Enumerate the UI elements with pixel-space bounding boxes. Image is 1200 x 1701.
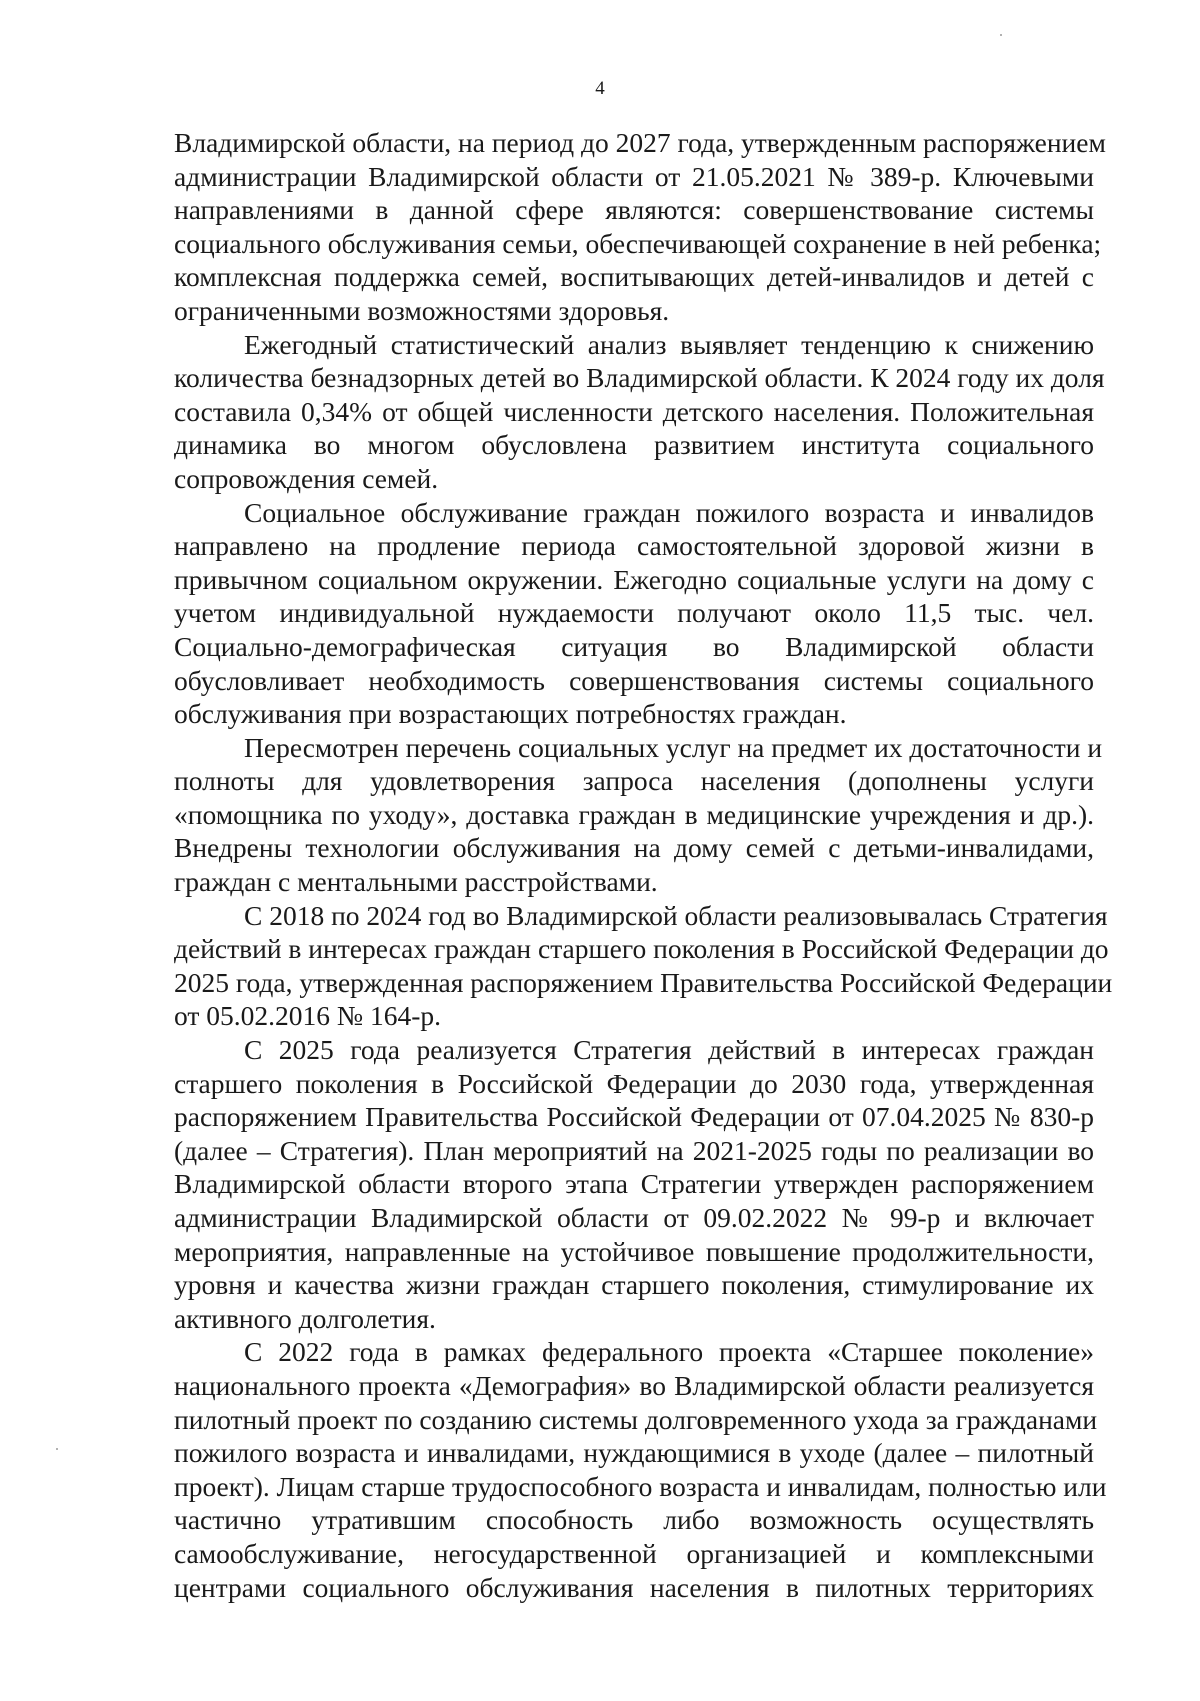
- text-line: активного долголетия.: [174, 1302, 436, 1334]
- text-line: комплексная поддержка семей, воспитывающих детей-инвалидов и детей с: [174, 261, 1094, 293]
- text-line: распоряжением Правительства Российской Федерации от 07.04.2025 № 830-р: [174, 1101, 1094, 1133]
- text-line: проект). Лицам старше трудоспособного возраста и инвалидам, полностью или: [174, 1470, 1107, 1502]
- text-line: С 2022 года в рамках федерального проекта «Старшее поколение»: [244, 1336, 1094, 1368]
- text-line: Социальное обслуживание граждан пожилого возраста и инвалидов: [244, 496, 1094, 528]
- text-line: Внедрены технологии обслуживания на дому семей с детьми-инвалидами,: [174, 832, 1094, 864]
- text-line: сопровождения семей.: [174, 462, 439, 494]
- paragraph: [174, 899, 1113, 1033]
- text-line: граждан с ментальными расстройствами.: [174, 866, 658, 898]
- scan-speck: [56, 1448, 58, 1450]
- paragraph: [174, 731, 1103, 899]
- text-line: центрами социального обслуживания населения в пилотных территориях: [174, 1571, 1094, 1603]
- text-line: Пересмотрен перечень социальных услуг на предмет их достаточности и: [244, 731, 1103, 763]
- text-line: от 05.02.2016 № 164-р.: [174, 1000, 442, 1032]
- text-line: учетом индивидуальной нуждаемости получают около 11,5 тыс. чел.: [174, 597, 1094, 629]
- text-line: ограниченными возможностями здоровья.: [174, 294, 670, 326]
- paragraph: [174, 328, 1105, 496]
- text-line: пожилого возраста и инвалидами, нуждающимися в уходе (далее – пилотный: [174, 1437, 1094, 1469]
- text-line: уровня и качества жизни граждан старшего поколения, стимулирование их: [174, 1269, 1094, 1301]
- text-line: 2025 года, утвержденная распоряжением Правительства Российской Федерации: [174, 966, 1113, 998]
- text-line: мероприятия, направленные на устойчивое повышение продолжительности,: [174, 1235, 1094, 1267]
- text-line: (далее – Стратегия). План мероприятий на 2021-2025 годы по реализации во: [174, 1134, 1094, 1166]
- text-line: пилотный проект по созданию системы долговременного ухода за гражданами: [174, 1403, 1098, 1435]
- text-line: действий в интересах граждан старшего поколения в Российской Федерации до: [174, 933, 1109, 965]
- text-line: Социально-демографическая ситуация во Владимирской области: [174, 630, 1094, 662]
- text-line: обусловливает необходимость совершенствования системы социального: [174, 664, 1094, 696]
- text-line: С 2018 по 2024 год во Владимирской области реализовывалась Стратегия: [244, 899, 1108, 931]
- text-line: Владимирской области, на период до 2027 года, утвержденным распоряжением: [174, 127, 1106, 158]
- text-line: С 2025 года реализуется Стратегия действий в интересах граждан: [244, 1034, 1094, 1066]
- paragraph: [174, 126, 1106, 328]
- text-line: частично утратившим способность либо возможность осуществлять: [174, 1504, 1094, 1536]
- paragraph: [174, 1335, 1107, 1604]
- text-line: динамика во многом обусловлена развитием института социального: [174, 429, 1094, 461]
- text-line: количества безнадзорных детей во Владимирской области. К 2024 году их доля: [174, 362, 1105, 394]
- text-line: полноты для удовлетворения запроса населения (дополнены услуги: [174, 765, 1094, 797]
- text-line: привычном социальном окружении. Ежегодно социальные услуги на дому с: [174, 563, 1094, 595]
- text-line: направлениями в данной сфере являются: совершенствование системы: [174, 194, 1094, 226]
- text-line: администрации Владимирской области от 09.02.2022 № 99-р и включает: [174, 1202, 1094, 1233]
- text-line: социального обслуживания семьи, обеспечивающей сохранение в ней ребенка;: [174, 227, 1102, 259]
- text-line: администрации Владимирской области от 21.05.2021 № 389-р. Ключевыми: [174, 160, 1094, 192]
- text-line: составила 0,34% от общей численности детского населения. Положительная: [174, 395, 1094, 427]
- page-number: 4: [595, 78, 605, 99]
- text-line: Ежегодный статистический анализ выявляет тенденцию к снижению: [244, 328, 1094, 360]
- scan-speck: [1000, 34, 1002, 36]
- paragraph: [174, 1033, 1094, 1335]
- text-line: Владимирской области второго этапа Стратегии утвержден распоряжением: [174, 1168, 1094, 1200]
- text-line: самообслуживание, негосударственной организацией и комплексными: [174, 1537, 1094, 1569]
- text-line: старшего поколения в Российской Федерации до 2030 года, утвержденная: [174, 1067, 1094, 1099]
- text-line: направлено на продление периода самостоятельной здоровой жизни в: [174, 530, 1094, 562]
- text-line: национального проекта «Демография» во Владимирской области реализуется: [174, 1369, 1094, 1401]
- text-line: «помощника по уходу», доставка граждан в медицинские учреждения и др.).: [174, 798, 1094, 830]
- document-body: [174, 126, 1113, 1604]
- paragraph: [174, 496, 1094, 731]
- text-line: обслуживания при возрастающих потребностях граждан.: [174, 698, 847, 730]
